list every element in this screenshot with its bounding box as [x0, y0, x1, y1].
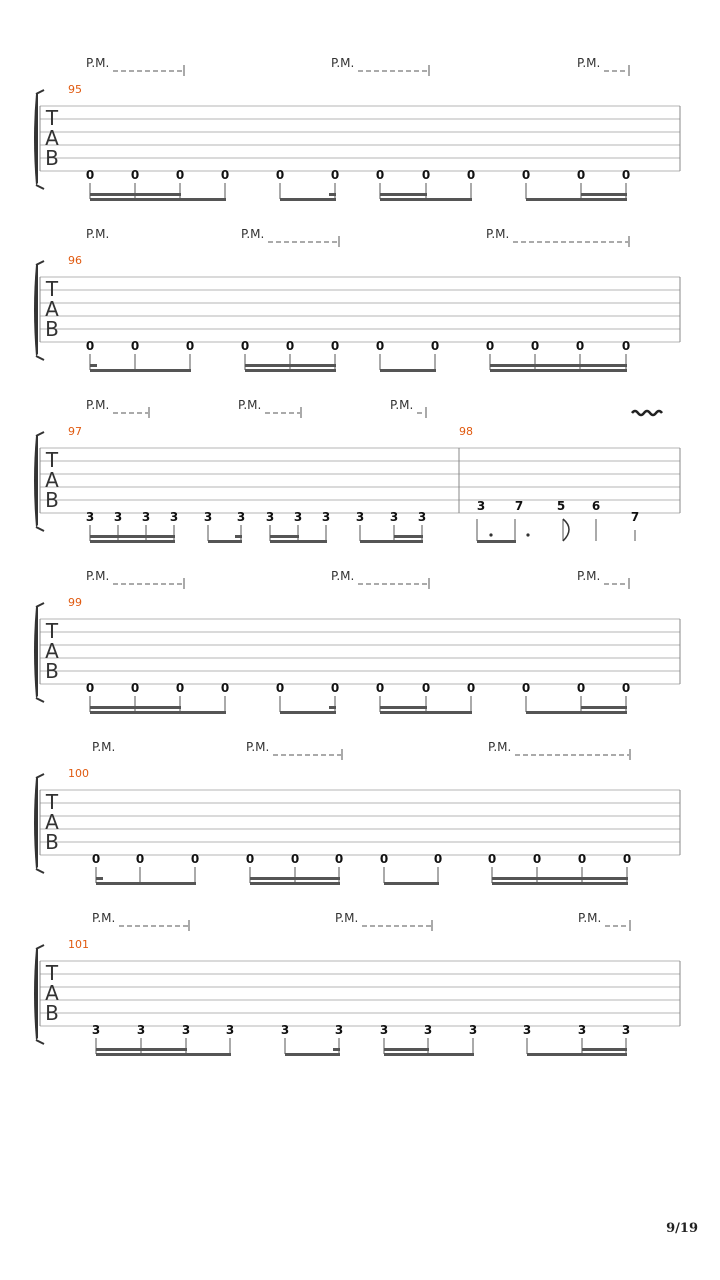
- beam-secondary: [235, 535, 242, 538]
- tab-note: 0: [621, 168, 631, 182]
- palm-mute-label: P.M.: [92, 740, 116, 754]
- tab-note: 3: [423, 1023, 433, 1037]
- tab-note: 0: [330, 681, 340, 695]
- bracket-bottom: [36, 1040, 44, 1044]
- beam-secondary: [141, 1048, 187, 1051]
- tab-note: 0: [521, 681, 531, 695]
- palm-mute-label: P.M.: [577, 56, 601, 70]
- tab-note: 0: [91, 852, 101, 866]
- tab-clef-letter: T: [45, 106, 59, 130]
- tab-note: 0: [285, 339, 295, 353]
- tab-note: 0: [275, 168, 285, 182]
- dot: [526, 533, 529, 536]
- tab-note: 0: [622, 852, 632, 866]
- tab-clef-letter: B: [45, 1001, 59, 1025]
- beam-secondary: [582, 1048, 627, 1051]
- tab-note: 0: [576, 168, 586, 182]
- tab-note: 3: [417, 510, 427, 524]
- tab-note: 0: [275, 681, 285, 695]
- tab-note: 0: [220, 681, 230, 695]
- tab-note: 0: [421, 681, 431, 695]
- beam-secondary: [245, 364, 336, 367]
- tab-note: 0: [375, 168, 385, 182]
- tab-note: 0: [240, 339, 250, 353]
- tab-note: 3: [91, 1023, 101, 1037]
- beam: [96, 1053, 231, 1056]
- bracket-top: [36, 603, 44, 607]
- tab-note: 3: [280, 1023, 290, 1037]
- tab-clef-letter: A: [45, 981, 59, 1005]
- tab-system: [34, 398, 680, 543]
- measure-number: 100: [68, 767, 89, 780]
- tab-note: 3: [468, 1023, 478, 1037]
- tab-note: 0: [130, 681, 140, 695]
- palm-mute-label: P.M.: [86, 227, 110, 241]
- page-number: 9/19: [666, 1221, 698, 1236]
- beam: [384, 1053, 474, 1056]
- bracket-top: [36, 432, 44, 436]
- tab-note: 0: [175, 168, 185, 182]
- tab-note: 3: [181, 1023, 191, 1037]
- beam: [270, 540, 327, 543]
- tab-clef-letter: T: [45, 277, 59, 301]
- tab-note: 0: [190, 852, 200, 866]
- beam-secondary: [333, 1048, 340, 1051]
- tab-note: 0: [576, 681, 586, 695]
- bracket-top: [36, 774, 44, 778]
- vibrato-symbol: [632, 411, 662, 415]
- tab-note: 0: [485, 339, 495, 353]
- palm-mute-label: P.M.: [86, 569, 110, 583]
- tab-note: 0: [532, 852, 542, 866]
- beam: [90, 198, 226, 201]
- palm-mute-label: P.M.: [335, 911, 359, 925]
- tab-clef-letter: B: [45, 146, 59, 170]
- beam-secondary: [394, 535, 423, 538]
- beam: [384, 882, 439, 885]
- tab-note: 3: [334, 1023, 344, 1037]
- tab-clef-letter: A: [45, 468, 59, 492]
- beam: [526, 198, 627, 201]
- tab-note: 6: [591, 499, 601, 513]
- beam: [380, 198, 472, 201]
- tab-note: 3: [169, 510, 179, 524]
- beam-secondary: [90, 706, 136, 709]
- tab-clef-letter: B: [45, 488, 59, 512]
- tab-note: 0: [379, 852, 389, 866]
- tab-note: 0: [621, 339, 631, 353]
- tab-note: 3: [293, 510, 303, 524]
- tab-clef-letter: B: [45, 317, 59, 341]
- beam-secondary: [90, 364, 97, 367]
- beam-secondary: [490, 364, 627, 367]
- beam: [285, 1053, 340, 1056]
- palm-mute-label: P.M.: [86, 398, 110, 412]
- bracket-top: [36, 945, 44, 949]
- tab-note: 0: [430, 339, 440, 353]
- system-bracket: [34, 263, 38, 356]
- tab-note: 0: [521, 168, 531, 182]
- beam: [90, 540, 175, 543]
- tab-note: 3: [476, 499, 486, 513]
- beam-secondary: [90, 535, 175, 538]
- system-bracket: [34, 92, 38, 185]
- beam: [380, 711, 472, 714]
- bracket-bottom: [36, 869, 44, 873]
- system-bracket: [34, 776, 38, 869]
- beam-secondary: [135, 706, 181, 709]
- tab-note: 0: [577, 852, 587, 866]
- tab-note: 0: [621, 681, 631, 695]
- beam-secondary: [135, 193, 181, 196]
- tab-note: 5: [556, 499, 566, 513]
- beam: [490, 369, 627, 372]
- tab-note: 0: [220, 168, 230, 182]
- tab-system: [34, 740, 680, 885]
- tab-system: [34, 569, 680, 714]
- tab-clef-letter: T: [45, 790, 59, 814]
- beam: [527, 1053, 627, 1056]
- tab-clef-letter: T: [45, 619, 59, 643]
- tab-note: 3: [621, 1023, 631, 1037]
- measure-number: 98: [459, 425, 473, 438]
- beam-secondary: [492, 877, 628, 880]
- tab-note: 3: [577, 1023, 587, 1037]
- beam: [477, 540, 516, 543]
- tab-note: 0: [433, 852, 443, 866]
- tab-note: 0: [245, 852, 255, 866]
- tab-note: 3: [522, 1023, 532, 1037]
- tab-note: 0: [466, 681, 476, 695]
- tab-note: 3: [265, 510, 275, 524]
- tab-note: 0: [130, 339, 140, 353]
- beam-secondary: [270, 535, 299, 538]
- beam-secondary: [96, 877, 103, 880]
- bracket-bottom: [36, 527, 44, 531]
- beam: [526, 711, 627, 714]
- palm-mute-label: P.M.: [486, 227, 510, 241]
- tab-note: 3: [321, 510, 331, 524]
- tab-note: 0: [85, 681, 95, 695]
- palm-mute-label: P.M.: [238, 398, 262, 412]
- beam-secondary: [250, 877, 340, 880]
- beam-secondary: [380, 193, 427, 196]
- palm-mute-label: P.M.: [86, 56, 110, 70]
- beam: [245, 369, 336, 372]
- tab-note: 3: [113, 510, 123, 524]
- bracket-bottom: [36, 356, 44, 360]
- tab-clef-letter: T: [45, 961, 59, 985]
- palm-mute-label: P.M.: [331, 56, 355, 70]
- system-bracket: [34, 947, 38, 1040]
- beam: [380, 369, 436, 372]
- tab-note: 0: [135, 852, 145, 866]
- palm-mute-label: P.M.: [331, 569, 355, 583]
- beam: [90, 711, 226, 714]
- beam: [360, 540, 423, 543]
- tab-note: 7: [630, 510, 640, 524]
- beam-secondary: [380, 706, 427, 709]
- tab-note: 0: [375, 339, 385, 353]
- tab-note: 3: [85, 510, 95, 524]
- tab-note: 0: [334, 852, 344, 866]
- measure-number: 101: [68, 938, 89, 951]
- tab-note: 3: [379, 1023, 389, 1037]
- tab-note: 0: [330, 168, 340, 182]
- tab-clef-letter: A: [45, 810, 59, 834]
- tab-note: 3: [136, 1023, 146, 1037]
- tab-note: 0: [185, 339, 195, 353]
- beam-secondary: [384, 1048, 429, 1051]
- beam-secondary: [581, 193, 627, 196]
- tab-note: 0: [375, 681, 385, 695]
- beam-secondary: [581, 706, 627, 709]
- palm-mute-label: P.M.: [577, 569, 601, 583]
- dot: [489, 533, 492, 536]
- bracket-top: [36, 90, 44, 94]
- palm-mute-label: P.M.: [92, 911, 116, 925]
- beam-secondary: [329, 193, 336, 196]
- beam: [96, 882, 196, 885]
- beam-secondary: [90, 193, 136, 196]
- tab-note: 0: [530, 339, 540, 353]
- tab-clef-letter: A: [45, 126, 59, 150]
- palm-mute-label: P.M.: [241, 227, 265, 241]
- palm-mute-label: P.M.: [488, 740, 512, 754]
- palm-mute-label: P.M.: [246, 740, 270, 754]
- system-bracket: [34, 605, 38, 698]
- beam: [492, 882, 628, 885]
- tab-system: [34, 56, 680, 201]
- tab-note: 3: [236, 510, 246, 524]
- tab-note: 3: [355, 510, 365, 524]
- tab-note: 3: [225, 1023, 235, 1037]
- tab-note: 0: [85, 339, 95, 353]
- note-flag: [563, 519, 569, 541]
- beam-secondary: [96, 1048, 142, 1051]
- beam: [250, 882, 340, 885]
- tab-note: 0: [421, 168, 431, 182]
- tab-system: [34, 227, 680, 372]
- tab-clef-letter: A: [45, 297, 59, 321]
- measure-number: 97: [68, 425, 82, 438]
- tab-clef-letter: A: [45, 639, 59, 663]
- tab-note: 0: [330, 339, 340, 353]
- measure-number: 99: [68, 596, 82, 609]
- tab-note: 7: [514, 499, 524, 513]
- tab-note: 3: [389, 510, 399, 524]
- tab-clef-letter: B: [45, 659, 59, 683]
- tab-clef-letter: B: [45, 830, 59, 854]
- tab-note: 0: [290, 852, 300, 866]
- palm-mute-label: P.M.: [390, 398, 414, 412]
- palm-mute-label: P.M.: [578, 911, 602, 925]
- tab-note: 0: [466, 168, 476, 182]
- bracket-bottom: [36, 698, 44, 702]
- measure-number: 96: [68, 254, 82, 267]
- tab-note: 0: [175, 681, 185, 695]
- tab-note: 0: [575, 339, 585, 353]
- tab-note: 0: [85, 168, 95, 182]
- bracket-bottom: [36, 185, 44, 189]
- tab-note: 3: [141, 510, 151, 524]
- bracket-top: [36, 261, 44, 265]
- beam: [280, 711, 336, 714]
- tab-note: 3: [203, 510, 213, 524]
- tab-note: 0: [130, 168, 140, 182]
- beam: [208, 540, 242, 543]
- system-bracket: [34, 434, 38, 527]
- measure-number: 95: [68, 83, 82, 96]
- tab-clef-letter: T: [45, 448, 59, 472]
- beam-secondary: [329, 706, 336, 709]
- tab-system: [34, 911, 680, 1056]
- tab-note: 0: [487, 852, 497, 866]
- beam: [280, 198, 336, 201]
- beam: [90, 369, 191, 372]
